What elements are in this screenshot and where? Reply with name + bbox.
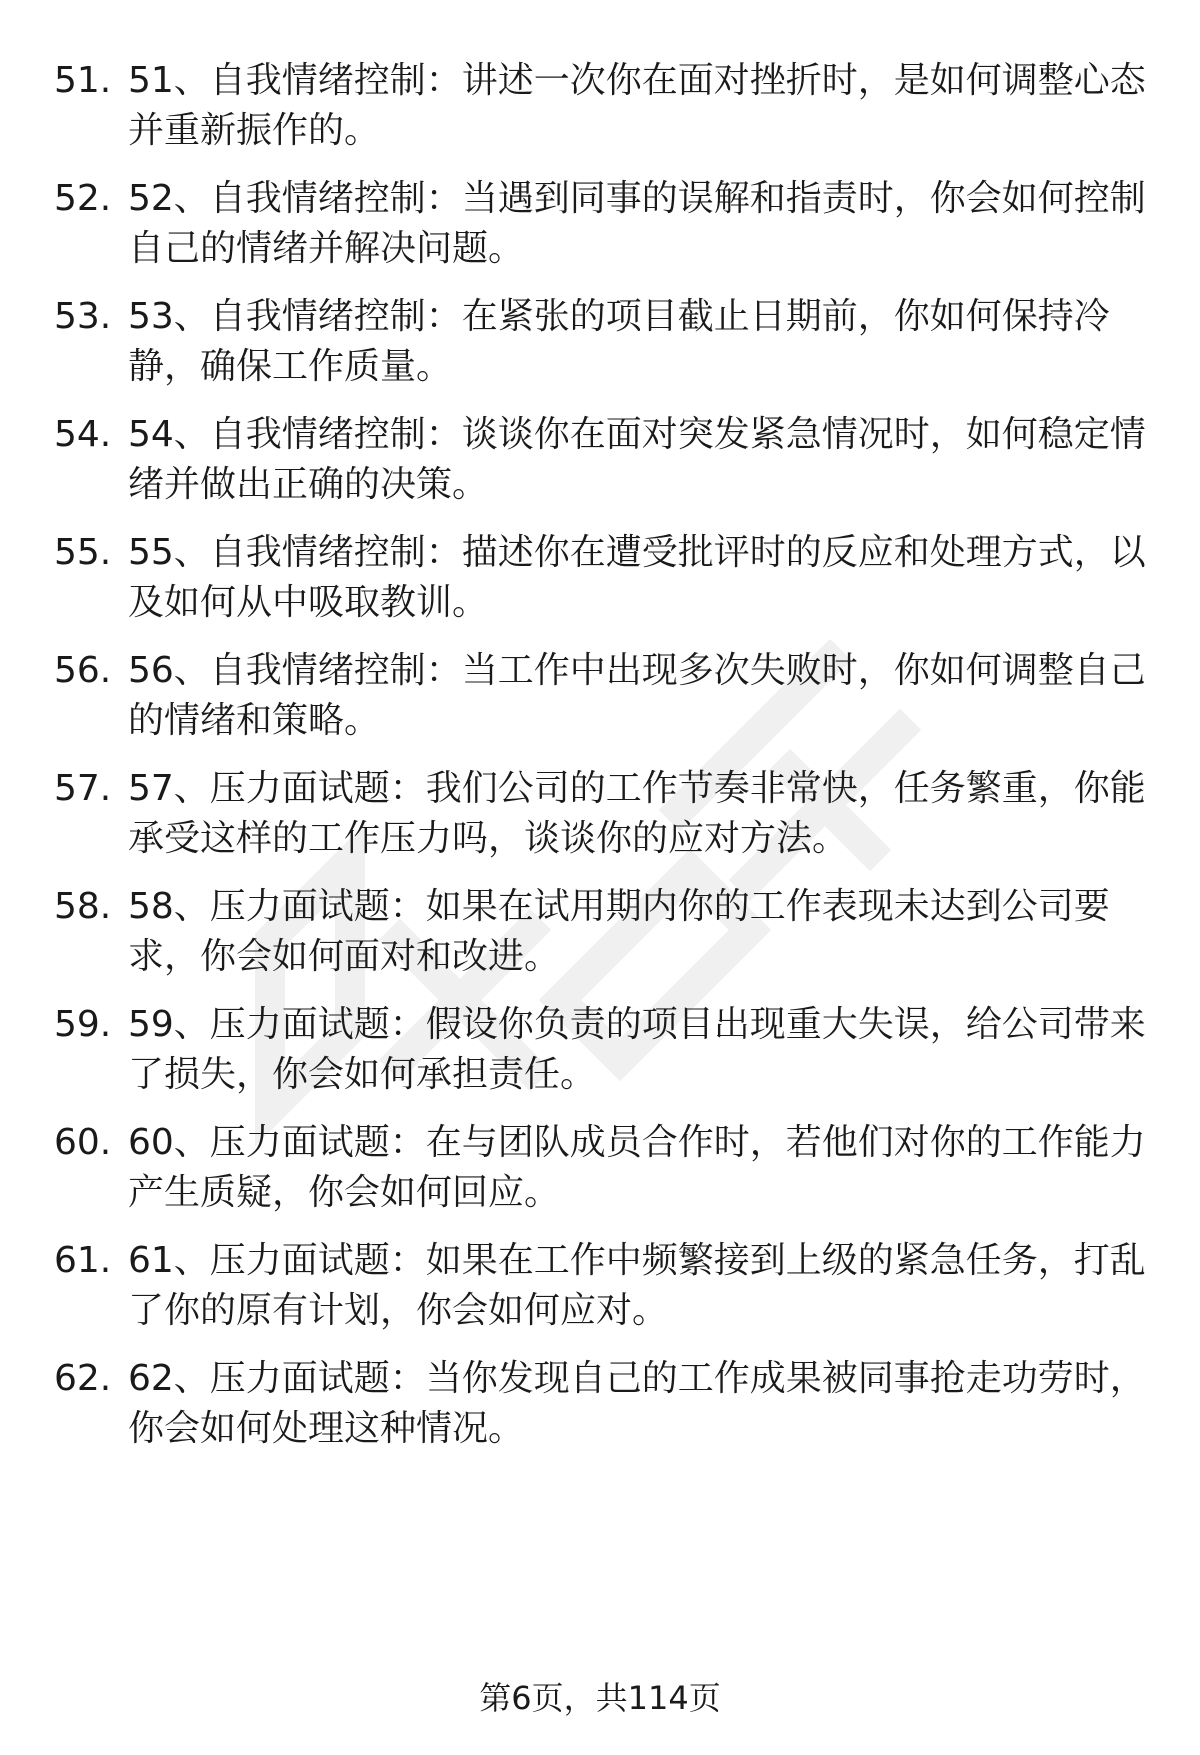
question-text: 61、压力面试题：如果在工作中频繁接到上级的紧急任务，打乱 了你的原有计划，你会如何应对。 <box>128 1240 1146 1331</box>
question-text: 58、压力面试题：如果在试用期内你的工作表现未达到公司要 求，你会如何面对和改进。 <box>128 886 1110 977</box>
question-text: 53、自我情绪控制：在紧张的项目截止日期前，你如何保持冷 静，确保工作质量。 <box>128 296 1110 387</box>
question-text: 54、自我情绪控制：谈谈你在面对突发紧急情况时，如何稳定情 绪并做出正确的决策。 <box>128 414 1146 505</box>
question-number: 59. <box>54 1004 112 1045</box>
question-number: 60. <box>54 1122 112 1163</box>
question-number: 57. <box>54 768 112 809</box>
question-number: 58. <box>54 886 112 927</box>
question-number: 54. <box>54 414 112 455</box>
question-number: 51. <box>54 60 112 101</box>
question-text: 59、压力面试题：假设你负责的项目出现重大失误，给公司带来 了损失，你会如何承担责任。 <box>128 1004 1146 1095</box>
page-number-footer: 第6页，共114页 <box>479 1679 721 1717</box>
question-number: 56. <box>54 650 112 691</box>
question-text: 62、压力面试题：当你发现自己的工作成果被同事抢走功劳时， 你会如何处理这种情况。 <box>128 1358 1146 1449</box>
question-number: 55. <box>54 532 112 573</box>
question-text: 56、自我情绪控制：当工作中出现多次失败时，你如何调整自己 的情绪和策略。 <box>128 650 1146 741</box>
question-number: 61. <box>54 1240 112 1281</box>
question-number: 52. <box>54 178 112 219</box>
question-number: 62. <box>54 1358 112 1399</box>
question-text: 55、自我情绪控制：描述你在遭受批评时的反应和处理方式，以 及如何从中吸取教训。 <box>128 532 1146 623</box>
question-text: 52、自我情绪控制：当遇到同事的误解和指责时，你会如何控制 自己的情绪并解决问题。 <box>128 178 1146 269</box>
question-number: 53. <box>54 296 112 337</box>
question-text: 60、压力面试题：在与团队成员合作时，若他们对你的工作能力 产生质疑，你会如何回应。 <box>128 1122 1146 1213</box>
question-text: 57、压力面试题：我们公司的工作节奏非常快，任务繁重，你能 承受这样的工作压力吗，谈谈你的应对方法。 <box>128 768 1146 859</box>
question-text: 51、自我情绪控制：讲述一次你在面对挫折时，是如何调整心态 并重新振作的。 <box>128 60 1146 151</box>
